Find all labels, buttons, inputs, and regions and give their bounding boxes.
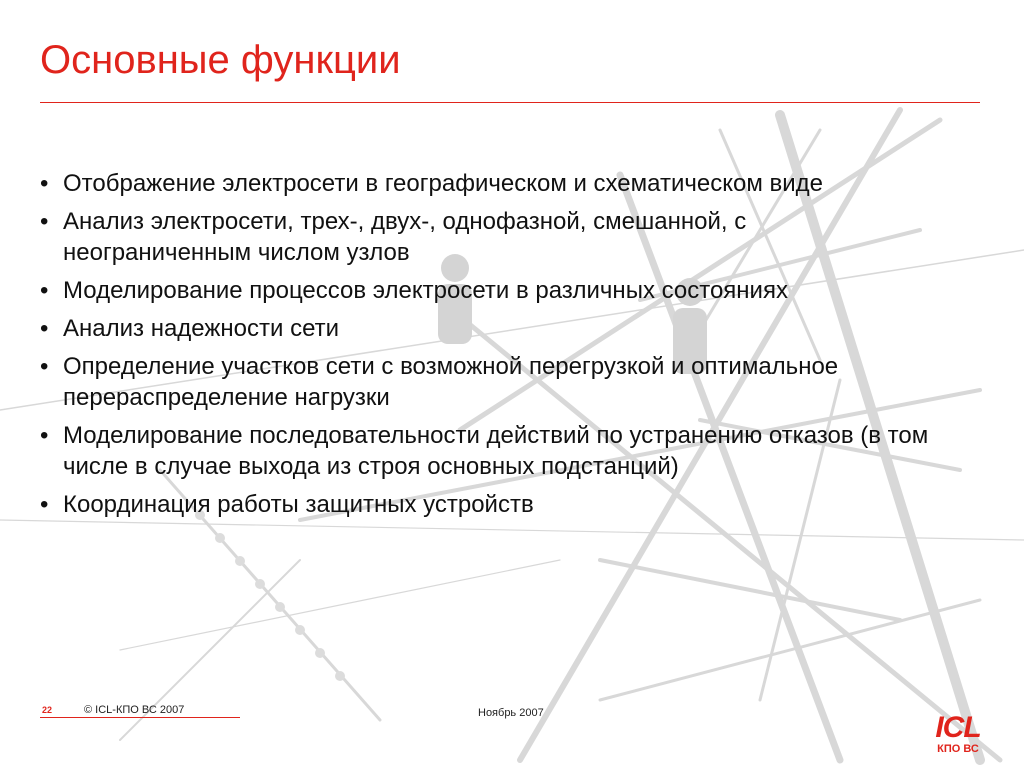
logo-sub-text: КПО ВС [937,743,979,755]
list-item [40,275,940,306]
bullet-text: Определение участков сети с возможной перегрузкой и оптимальное перераспределение нагрузки [63,353,839,411]
bullet-text: Анализ надежности сети [63,315,340,342]
list-item [40,206,940,268]
list-item [40,313,940,344]
list-item [40,168,940,199]
bullet-text: Моделирование последовательности действий по устранению отказов (в том числе в случае выхода из строя основных подстанций) [63,422,929,480]
copyright-notice: © ICL-КПО ВС 2007 [84,704,185,716]
bullet-marker: • [40,208,49,235]
list-item [40,489,940,520]
footer-date: Ноябрь 2007 [478,707,544,719]
title-divider [40,102,980,103]
bullet-marker: • [40,491,49,518]
bullet-text: Координация работы защитных устройств [63,491,534,518]
list-item [40,351,940,413]
bullet-text: Анализ электросети, трех-, двух-, однофазной, смешанной, с неограниченным числом узлов [63,208,747,266]
slide-title: Основные функции [40,38,401,82]
bullet-marker: • [40,422,49,449]
bullet-marker: • [40,353,49,380]
list-item [40,420,940,482]
bullet-text: Отображение электросети в географическом и схематическом виде [63,170,823,197]
bullet-marker: • [40,277,49,304]
bullet-list [40,168,940,527]
page-number: 22 [42,705,53,715]
bullet-marker: • [40,315,49,342]
logo-main-text: ICL [935,711,981,744]
icl-logo [926,706,990,756]
bullet-text: Моделирование процессов электросети в различных состояниях [63,277,788,304]
bullet-marker: • [40,170,49,197]
footer-divider [40,717,240,718]
